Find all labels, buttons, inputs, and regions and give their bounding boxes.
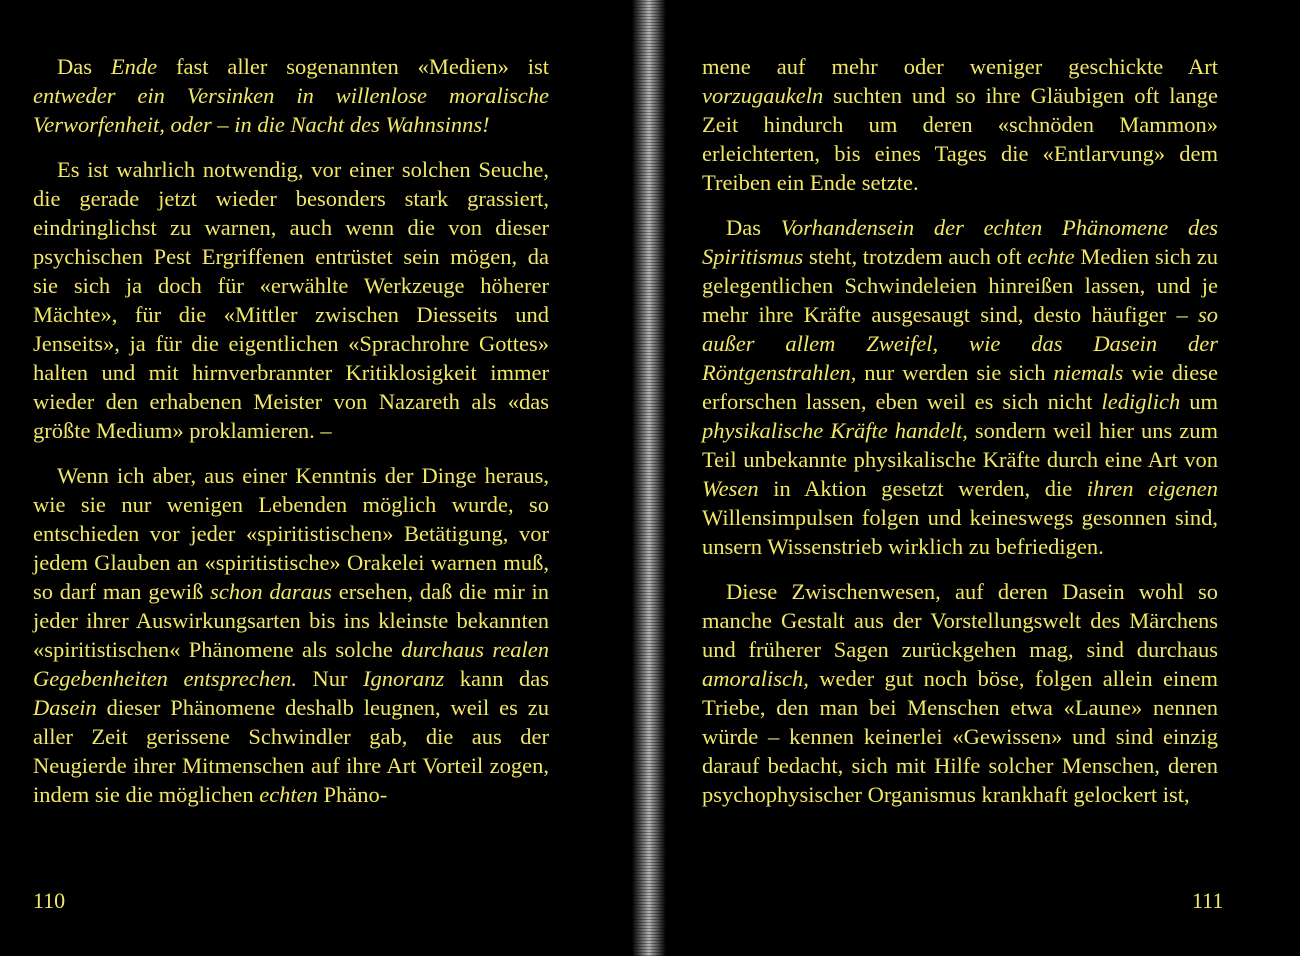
italic-text: vorzugaukeln <box>702 83 824 108</box>
italic-text: Ignoranz <box>362 666 445 691</box>
text-run: Wenn ich aber, aus einer Kenntnis der Dinge heraus, wie sie nur wenigen Lebenden möglich wurde, so entschieden vor jeder «spiritistischen» Betätigung, vor jedem Glauben an «spiritistische» Orakelei warnen muß, so darf man gewiß <box>33 463 549 604</box>
text-run: Willensimpulsen folgen und keineswegs gesonnen sind, unsern Wissenstrieb wirklich zu befriedigen. <box>702 505 1218 559</box>
italic-text: amoralisch, <box>702 666 809 691</box>
text-run: Es ist wahrlich notwendig, vor einer solchen Seuche, die gerade jetzt wieder besonders stark grassiert, eindringlichst zu warnen, auch wenn die von dieser psychischen Pest Ergriffenen entrüstet sein mögen, da sie sich ja doch für «erwählte Werkzeuge höherer Mächte», für die «Mittler zwischen Diesseits und Jenseits», ja für die eigentlichen «Sprachrohre Gottes» halten und mit hirnverbrannter Kritiklosigkeit immer wieder den erhabenen Meister von Nazareth als «das größte Medium» proklamieren. – <box>33 157 549 443</box>
italic-text: echte <box>1027 244 1075 269</box>
text-run: dieser Phänomene deshalb leugnen, weil es zu aller Zeit gerissene Schwindler gab, die aus der Neugierde ihrer Mitmenschen auf ihre Art Vorteil zogen, indem sie die möglichen <box>33 695 549 807</box>
italic-text: niemals <box>1053 360 1124 385</box>
text-run: fast aller sogenannten «Medien» ist <box>157 54 549 79</box>
italic-text: entweder ein Versinken in willenlose moralische Verworfenheit, oder – in die Nacht des Wahnsinns! <box>33 83 549 137</box>
paragraph <box>702 577 1218 809</box>
text-run: Medien sich zu gelegentlichen Schwindeleien hinreißen lassen, und je mehr ihre Kräfte ausgesaugt sind, desto häufiger – <box>702 244 1218 327</box>
italic-text: physikalische Kräfte handelt, <box>702 418 968 443</box>
italic-text: Ende <box>110 54 158 79</box>
left-page-number: 110 <box>33 888 66 913</box>
italic-text: Vorhandensein der echten Phänomene des Spiritismus <box>702 215 1218 269</box>
italic-text: echten <box>259 782 318 807</box>
text-run: Das <box>57 54 111 79</box>
text-run: weder gut noch böse, folgen allein einem Triebe, den man bei Menschen etwa «Laune» nennen würde – kennen keinerlei «Gewissen» und sind einzig darauf bedacht, sich mit Hilfe solcher Menschen, deren psychophysischer Organismus krankhaft gelockert ist, <box>702 666 1218 807</box>
paragraph <box>33 155 549 445</box>
italic-text: Wesen <box>702 476 759 501</box>
text-run: suchten und so ihre Gläubigen oft lange Zeit hindurch um deren «schnöden Mammon» erleichterten, bis eines Tages die «Entlarvung» dem Treiben ein Ende setzte. <box>702 83 1218 195</box>
text-run: Das <box>726 215 781 240</box>
paragraph <box>33 461 549 809</box>
italic-text: schon daraus <box>210 579 332 604</box>
text-run: wie diese erforschen lassen, eben weil es sich nicht <box>702 360 1219 414</box>
text-run: Phäno- <box>317 782 388 807</box>
paragraph <box>702 52 1218 197</box>
italic-text: lediglich <box>1101 389 1181 414</box>
text-run: mene auf mehr oder weniger geschickte Art <box>702 54 1218 79</box>
text-run: um <box>1180 389 1218 414</box>
text-run: steht, trotzdem auch oft <box>803 244 1028 269</box>
text-run: kann das <box>444 666 550 691</box>
italic-text: Dasein <box>33 695 97 720</box>
paragraph <box>702 213 1218 561</box>
text-run: sondern weil hier uns zum Teil unbekannte physikalische Kräfte durch eine Art von <box>702 418 1218 472</box>
book-gutter <box>632 0 666 956</box>
italic-text: ihren eigenen <box>1086 476 1218 501</box>
right-page-number: 111 <box>1192 888 1224 913</box>
italic-text: so außer allem Zweifel, wie das Dasein der Röntgenstrahlen, <box>702 302 1218 385</box>
text-run: ersehen, daß die mir in jeder ihrer Auswirkungsarten bis ins kleinste bekannten «spiritistischen« Phänomene als solche <box>33 579 549 662</box>
text-run: in Aktion gesetzt werden, die <box>758 476 1087 501</box>
text-run: Nur <box>296 666 363 691</box>
paragraph <box>33 52 549 139</box>
left-page-text <box>33 52 549 825</box>
right-page-text <box>702 52 1218 825</box>
text-run: Diese Zwischenwesen, auf deren Dasein wohl so manche Gestalt aus der Vorstellungswelt des Märchens und früherer Sagen zurückgehen mag, sind durchaus <box>702 579 1218 662</box>
italic-text: durchaus realen Gegebenheiten entsprechen. <box>33 637 549 691</box>
text-run: nur werden sie sich <box>856 360 1054 385</box>
